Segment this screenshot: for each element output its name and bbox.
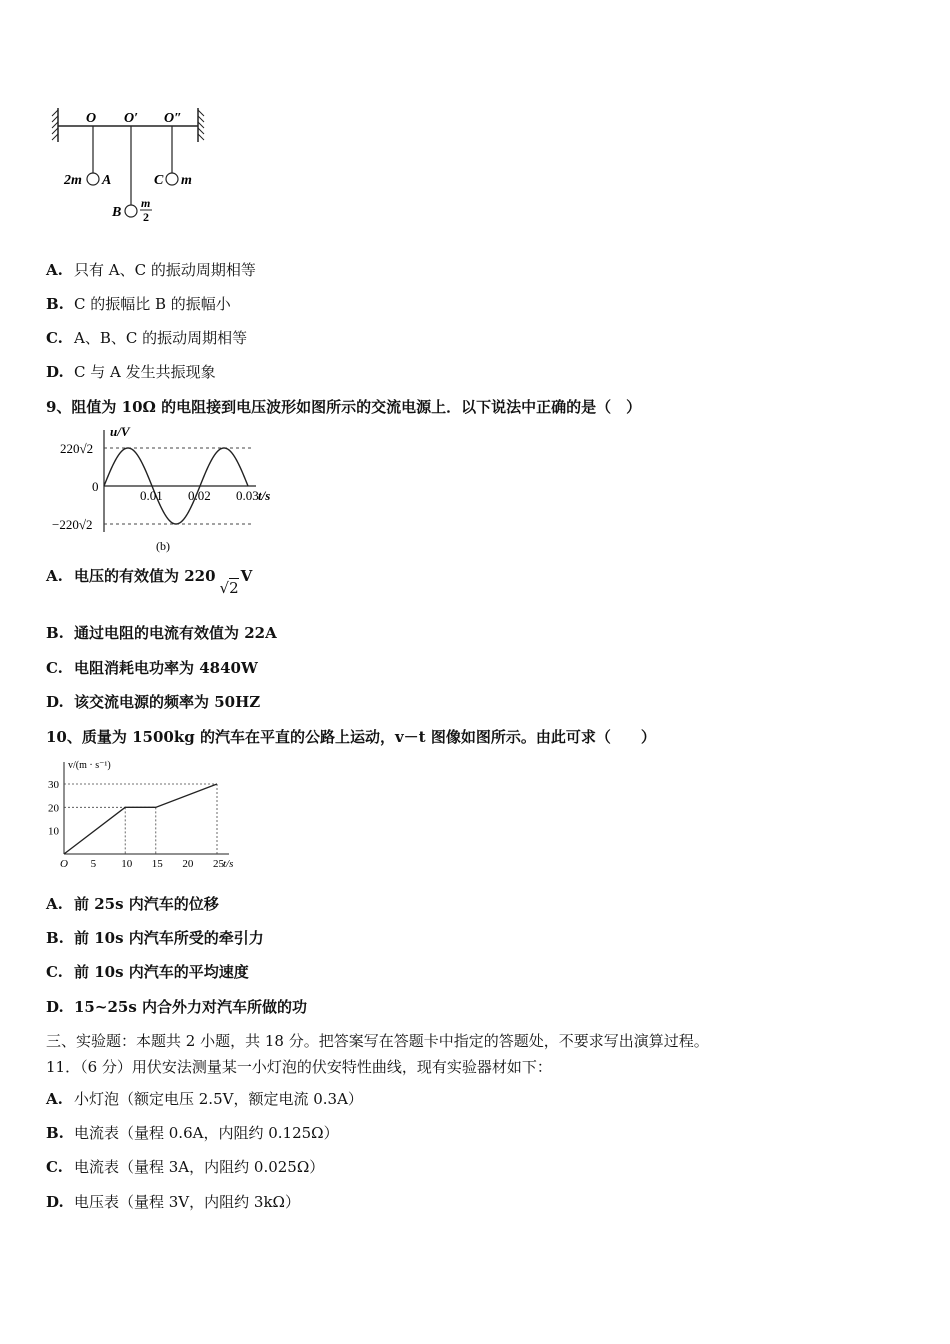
option-letter: C.	[46, 963, 63, 981]
label-o-prime: O′	[124, 111, 139, 126]
option-letter: B.	[46, 624, 64, 642]
option-letter: C.	[46, 659, 63, 677]
option-letter: B.	[46, 295, 64, 313]
y-tick-label: 20	[48, 802, 59, 815]
q9-stem: 9、阻值为 10Ω 的电阻接到电压波形如图所示的交流电源上．以下说法中正确的是（ ）	[46, 398, 642, 416]
q8-option-a[interactable]	[46, 260, 256, 280]
q9-option-b[interactable]	[46, 623, 277, 643]
y-tick-label: 10	[48, 825, 59, 838]
ball-c	[166, 173, 178, 185]
x-tick-label: 0.01	[140, 488, 163, 503]
sqrt-radicand: 2	[229, 579, 239, 597]
option-text: 只有 A、C 的振动周期相等	[74, 261, 256, 279]
q10-option-d[interactable]	[46, 997, 307, 1017]
x-axis-label: t/s	[258, 488, 271, 503]
q8-option-c[interactable]	[46, 328, 247, 348]
q10-stem: 10、质量为 1500kg 的汽车在平直的公路上运动，v－t 图像如图所示。由此可求（ ）	[46, 728, 656, 746]
label-a-mass: 2m	[64, 173, 82, 188]
y-tick-label: 220√2	[60, 441, 94, 456]
label-a-name: A	[102, 173, 112, 188]
q8-option-b[interactable]	[46, 294, 231, 314]
label-o-double-prime: O″	[164, 111, 182, 126]
section-3-heading: 三、实验题：本题共 2 小题，共 18 分。把答案写在答题卡中指定的答题处，不要求写出演算过程。	[46, 1032, 709, 1050]
option-letter: C.	[46, 329, 63, 347]
label-b-num: m	[141, 196, 151, 210]
q9-option-a[interactable]	[46, 566, 253, 597]
q11-option-c[interactable]	[46, 1157, 324, 1177]
option-text: 电流表（量程 0.6A，内阻约 0.125Ω）	[74, 1124, 339, 1142]
option-text: 小灯泡（额定电压 2.5V，额定电流 0.3A）	[74, 1090, 363, 1108]
label-c-mass: m	[181, 173, 192, 188]
q8-option-d[interactable]	[46, 362, 216, 382]
option-letter: D.	[46, 998, 64, 1016]
y-tick-label: 0	[92, 479, 99, 494]
q9-option-d[interactable]	[46, 692, 260, 712]
velocity-line	[64, 784, 217, 854]
option-text: 电压的有效值为 220	[74, 567, 216, 585]
sqrt-expression	[220, 578, 239, 598]
option-letter: A.	[46, 567, 63, 585]
x-tick-label: 5	[90, 858, 97, 870]
option-letter: D.	[46, 363, 64, 381]
option-text: 电压表（量程 3V，内阻约 3kΩ）	[74, 1193, 300, 1211]
option-unit: V	[240, 567, 253, 585]
option-text: C 与 A 发生共振现象	[74, 363, 216, 381]
option-text: 15~25s 内合外力对汽车所做的功	[74, 998, 307, 1016]
q11-option-b[interactable]	[46, 1123, 339, 1143]
option-text: 该交流电源的频率为 50HZ	[74, 693, 261, 711]
q11-option-a[interactable]	[46, 1089, 363, 1109]
q9-option-c[interactable]	[46, 658, 258, 678]
option-text: 前 25s 内汽车的位移	[74, 895, 219, 913]
option-letter: A.	[46, 261, 63, 279]
option-letter: C.	[46, 1158, 63, 1176]
q10-option-b[interactable]	[46, 928, 264, 948]
x-tick-label: 25	[213, 858, 224, 870]
option-letter: B.	[46, 929, 64, 947]
option-text: 电流表（量程 3A，内阻约 0.025Ω）	[74, 1158, 325, 1176]
label-b-name: B	[112, 205, 122, 220]
q10-option-c[interactable]	[46, 962, 249, 982]
x-tick-label: 10	[121, 858, 133, 870]
label-o: O	[86, 111, 97, 126]
option-text: 前 10s 内汽车所受的牵引力	[74, 929, 264, 947]
x-tick-label: 20	[182, 858, 194, 870]
x-tick-label: 15	[151, 858, 163, 870]
option-text: 通过电阻的电流有效值为 22A	[74, 624, 277, 642]
y-tick-label: 30	[48, 779, 59, 791]
x-tick-label: O	[60, 858, 68, 870]
ball-a	[87, 173, 99, 185]
chart-caption: (b)	[156, 539, 170, 553]
voltage-sine-chart	[52, 424, 292, 556]
y-axis-label: v/(m · s⁻¹)	[68, 760, 111, 771]
option-text: 电阻消耗电功率为 4840W	[74, 659, 258, 677]
option-text: C 的振幅比 B 的振幅小	[74, 295, 231, 313]
y-axis-label: u/V	[110, 424, 130, 439]
y-tick-label: −220√2	[52, 517, 93, 532]
option-letter: A.	[46, 895, 63, 913]
ball-b	[125, 205, 137, 217]
q11-option-d[interactable]	[46, 1192, 300, 1212]
option-letter: D.	[46, 1193, 64, 1211]
q10-option-a[interactable]	[46, 894, 219, 914]
option-text: A、B、C 的振动周期相等	[74, 329, 248, 347]
x-tick-label: 0.03	[236, 488, 259, 503]
x-axis-label: t/s	[223, 858, 234, 870]
label-c-name: C	[154, 173, 164, 188]
option-letter: D.	[46, 693, 64, 711]
option-letter: A.	[46, 1090, 63, 1108]
pendulum-figure	[44, 100, 224, 230]
velocity-time-chart	[42, 756, 257, 872]
label-b-den: 2	[143, 210, 149, 224]
x-tick-label: 0.02	[188, 488, 211, 503]
q11-stem: 11．（6 分）用伏安法测量某一小灯泡的伏安特性曲线，现有实验器材如下：	[46, 1058, 552, 1076]
option-letter: B.	[46, 1124, 64, 1142]
sqrt-sign: √	[219, 579, 230, 597]
option-text: 前 10s 内汽车的平均速度	[74, 963, 249, 981]
